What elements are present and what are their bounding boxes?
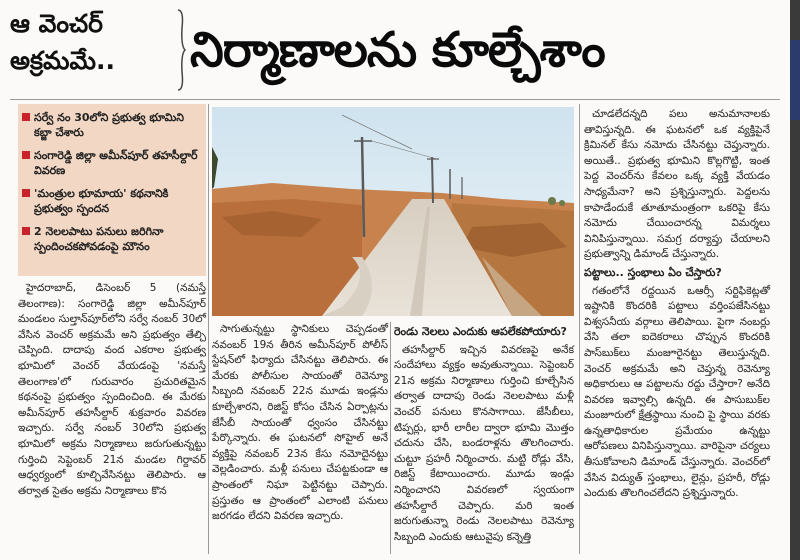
headline: నిర్మాణాలను కూల్చేశాం — [190, 22, 605, 78]
bullet-icon — [22, 227, 30, 235]
paragraph: గతంలోనే రద్దయిన ఒఆర్సీ సర్టిఫికెట్లతో ఇష్టానికి కొందరికి పట్టాలు వర్తింపజేసినట్టు విశ్వసనీయ వర్గాలు తెలిపాయి. పైగా నంబర్లు వేసి తలా ఐదెకరాలు చొప్పున కొందరికి పాస్‌బుక్‌లు మంజూరైనట్టు తెలుస్తున్నది. వెంచర్‌ అక్రమమే అని చెప్తున్న రెవెన్యూ అధికారులు ఆ పట్టాలను రద్దు చేస్తారా? అనేది వివరణ ఇవ్వాల్సి ఉన్నది. ఈ పాసుబుక్‌ల మంజూరులో క్షేత్రస్థాయి నుంచి పై స్థాయి వరకు ఉన్నతాధికారుల ప్రమేయం ఉన్నట్టు ఆరోపణలు వినిపిస్తున్నాయి. వారిపైనా చర్యలు తీసుకోవాలని డిమాండ్‌ చేస్తున్నారు. వెంచర్‌లో వేసిన విద్యుత్‌ స్తంభాలు, లైన్లు, ప్రహరీ, రోడ్లు ఎందుకు తొలగించలేదని ప్రశ్నిస్తున్నారు. — [584, 284, 770, 500]
kicker — [10, 6, 175, 96]
highlight-text: 'మంత్రుల భూమాయ' కథనానికి ప్రభుత్వం స్పందన — [34, 187, 169, 215]
highlight-item — [18, 146, 206, 180]
paragraph: తహసీల్దార్‌ ఇచ్చిన వివరణపై అనేక సందేహాలు వ్యక్తం అవుతున్నాయి. సెప్టెంబర్‌ 21న అక్రమ నిర్మాణాలు గుర్తించి కూల్చేసిన తర్వాత దాదాపు రెండు నెలలపాటు మళ్లీ వెంచర్‌ పనులు కొనసాగాయి. జేసీబీలు, టిప్పర్లు, భారీ లారీల ద్వారా భూమి మొత్తం చదును చేసి, బండరాళ్లను తొలగించారు. చుట్టూ ప్రహరీ నిర్మించారు. మట్టి రోడ్లు వేసి, రిజిస్ట్‌ కేటాయించారు. మూడు ఇండ్లు నిర్మించారని వివరణలో స్వయంగా తహసీల్దారే చెప్పారు. మరి ఇంత జరుగుతున్నా రెండు నెలలపాటు రెవెన్యూ సిబ్బంది ఎందుకు ఆటువైపు కన్నెత్తి — [394, 343, 574, 543]
subheading: రెండు నెలలు ఎందుకు ఆపలేకపోయారు? — [394, 325, 567, 338]
highlights-box — [18, 104, 206, 276]
highlight-text: 2 నెలలపాటు పనులు జరిగినా స్పందించకపోవడంపై మౌనం — [34, 225, 164, 253]
kicker-line-1: ఆ వెంచర్‌ — [10, 9, 103, 38]
venture-site-photo — [212, 107, 574, 316]
highlight-item — [18, 108, 206, 142]
highlight-text: సంగారెడ్డి జిల్లా అమీన్‌పూర్‌ తహసీల్దార్‌ వివరణ — [34, 149, 198, 177]
article-column-4 — [584, 107, 770, 504]
page-edge-strip — [790, 0, 800, 560]
highlight-text: సర్వే నం 30లోని ప్రభుత్వ భూమిని కబ్జా చేశారు — [34, 111, 185, 139]
highlight-item — [18, 222, 206, 256]
column-divider — [208, 104, 209, 554]
edge-marker — [790, 40, 800, 120]
article-column-2 — [212, 322, 388, 527]
bullet-icon — [22, 151, 30, 159]
bullet-icon — [22, 113, 30, 121]
article-column-1 — [18, 281, 206, 501]
article-column-3 — [394, 322, 574, 547]
bullet-icon — [22, 189, 30, 197]
subheading: పట్టాలు.. స్తంభాలు ఏం చేస్తారు? — [584, 265, 722, 279]
paragraph: చూడలేదన్నది పలు అనుమానాలకు తావిస్తున్నది. ఈ ఘటనలో ఒక వ్యక్తిపైనే క్రిమినల్‌ కేసు నమోదు చేసినట్టు చెప్తున్నారు. అయితే.. ప్రభుత్వ భూమిని కొల్లగొట్టి, ఇంత పెద్ద వెంచర్‌ను కేవలం ఒక్క వ్యక్తి వేయడం సాధ్యమేనా? అని ప్రశ్నిస్తున్నారు. పెద్దలను కాపాడేందుకే తూతూమంత్రంగా ఒకరిపై కేసు నమోదు చేయించారన్న విమర్శలు వినిపిస్తున్నాయి. సమగ్ర దర్యాప్తు చేయాలని ప్రభుత్వాన్ని డిమాండ్‌ చేస్తున్నారు. — [584, 108, 770, 261]
kicker-line-2: అక్రమమే.. — [10, 46, 115, 75]
header-rule — [10, 99, 780, 100]
column-divider — [579, 104, 580, 554]
paragraph: సాగుతున్నట్టు స్థానికులు చెప్పడంతో నవంబర్‌ 19న తీరిన అమీన్‌పూర్‌ పోలీస్‌ స్టేషన్‌లో ఫిర్యాదు చేసినట్టు తెలిపారు. ఈ మేరకు పోలీసుల సాయంతో రెవెన్యూ సిబ్బంది నవంబర్‌ 22న మూడు ఇండ్లను కూల్చేశారని, రిజిస్ట్‌ కోసం చేసిన ఏర్పాట్లను జేసీబీ సాయంతో ధ్వంసం చేసినట్టు పేర్కొన్నారు. ఈ ఘటనలో సోహైల్‌ అనే వ్యక్తిపై నవంబర్‌ 23న కేసు నమోదైనట్టు వెల్లడించారు. మళ్లీ పనులు చేపట్టకుండా ఆ ప్రాంతంలో నిఘా పెట్టినట్టు చెప్పారు. ప్రస్తుతం ఆ ప్రాంతంలో ఎలాంటి పనులు జరగడం లేదని వివరణ ఇచ్చారు. — [212, 323, 388, 523]
paragraph: హైదరాబాద్‌, డిసెంబర్‌ 5 (నమస్తే తెలంగాణ): సంగారెడ్డి జిల్లా అమీన్‌పూర్‌ మండలం సుల్తాన్‌పూర్‌లోని సర్వే నంబర్‌ 30లో వేసిన వెంచర్‌ అక్రమమే అని ప్రభుత్వం తేల్చి చెప్పింది. దాదాపు వంద ఎకరాల ప్రభుత్వ భూమిలో వెంచర్‌ వేయడంపై 'నమస్తే తెలంగాణ'లో గురువారం ప్రచురితమైన కథనంపై ప్రభుత్వం స్పందించింది. ఈ మేరకు అమీన్‌పూర్‌ తహసీల్దార్‌ శుక్రవారం వివరణ ఇచ్చారు. సర్వే నంబర్‌ 30లోని ప్రభుత్వ భూమిలో అక్రమ నిర్మాణాలు జరుగుతున్నట్టు గుర్తించి సెప్టెంబర్‌ 21న మండల గిర్దావర్‌ ఆధ్వర్యంలో కూల్చివేసినట్టు తెలిపారు. ఆ తర్వాత సైతం అక్రమ నిర్మాణాలు కొన — [18, 282, 206, 497]
brace-divider — [176, 8, 186, 92]
column-divider — [390, 322, 391, 554]
highlight-item — [18, 184, 206, 218]
